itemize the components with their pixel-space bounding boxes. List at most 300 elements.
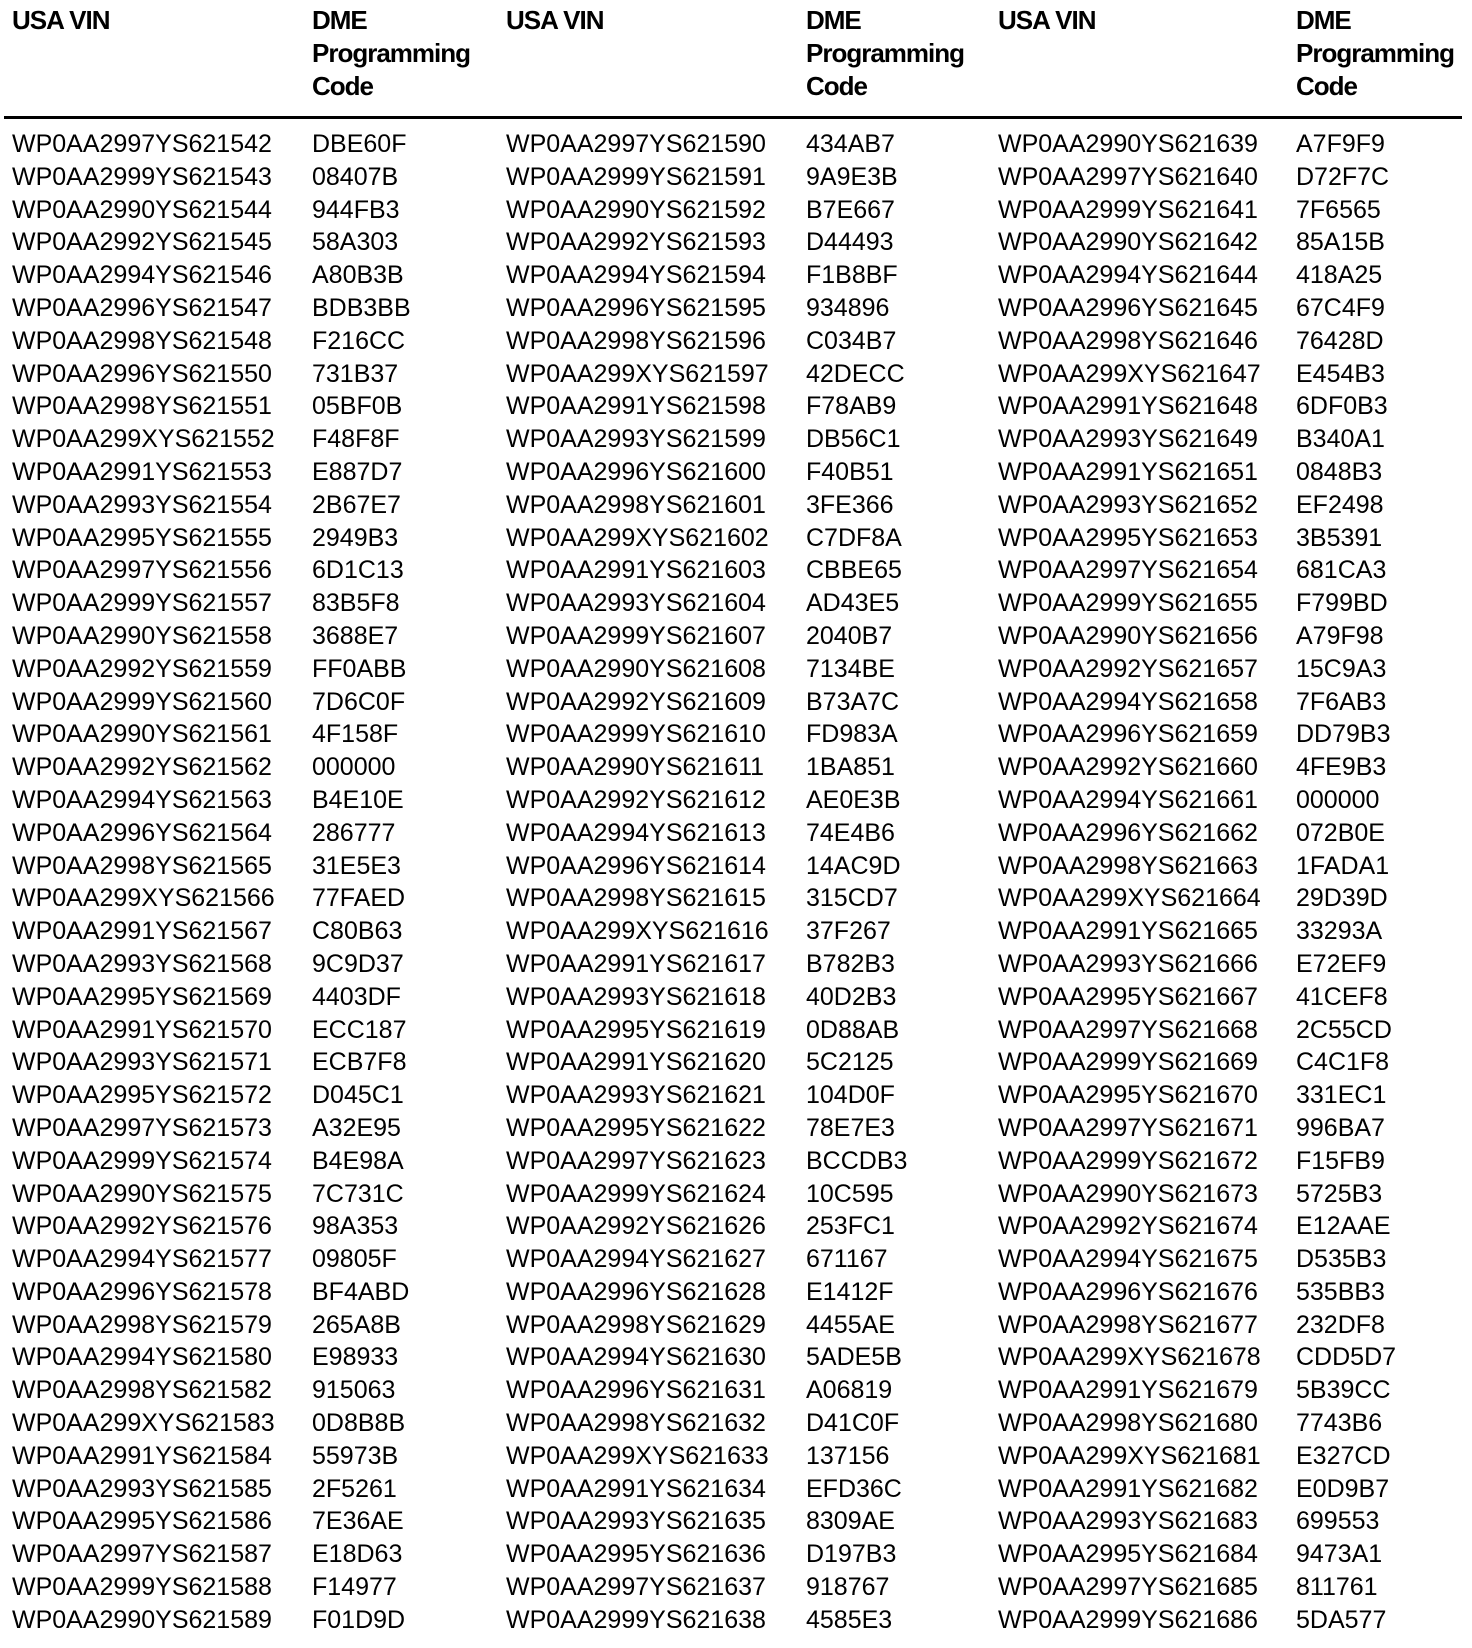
dme-code-cell: DB56C1 bbox=[806, 425, 901, 454]
usa-vin-cell: WP0AA2992YS621562 bbox=[12, 753, 272, 782]
usa-vin-cell: WP0AA2996YS621628 bbox=[506, 1277, 766, 1306]
dme-code-cell: 5B39CC bbox=[1296, 1376, 1391, 1405]
dme-code-cell: B782B3 bbox=[806, 949, 895, 978]
dme-code-cell: 40D2B3 bbox=[806, 982, 897, 1011]
usa-vin-cell: WP0AA2998YS621551 bbox=[12, 392, 272, 421]
usa-vin-cell: WP0AA2990YS621656 bbox=[998, 621, 1258, 650]
dme-code-cell: 5C2125 bbox=[806, 1048, 894, 1077]
table-row bbox=[0, 358, 1472, 391]
usa-vin-cell: WP0AA2998YS621615 bbox=[506, 884, 766, 913]
dme-code-cell: E12AAE bbox=[1296, 1212, 1391, 1241]
dme-code-cell: A06819 bbox=[806, 1376, 893, 1405]
dme-code-cell: B4E98A bbox=[312, 1146, 404, 1175]
usa-vin-cell: WP0AA2996YS621595 bbox=[506, 293, 766, 322]
usa-vin-cell: WP0AA2995YS621653 bbox=[998, 523, 1258, 552]
table-row bbox=[0, 292, 1472, 325]
usa-vin-cell: WP0AA2994YS621563 bbox=[12, 785, 272, 814]
dme-code-cell: 1FADA1 bbox=[1296, 851, 1390, 880]
usa-vin-cell: WP0AA2999YS621543 bbox=[12, 162, 272, 191]
usa-vin-cell: WP0AA2995YS621636 bbox=[506, 1540, 766, 1569]
dme-code-cell: 0D88AB bbox=[806, 1015, 900, 1044]
usa-vin-cell: WP0AA2992YS621612 bbox=[506, 785, 766, 814]
dme-code-cell: 83B5F8 bbox=[312, 589, 400, 618]
table-row bbox=[0, 489, 1472, 522]
table-row bbox=[0, 390, 1472, 423]
usa-vin-cell: WP0AA2993YS621652 bbox=[998, 490, 1258, 519]
usa-vin-cell: WP0AA2993YS621621 bbox=[506, 1081, 766, 1110]
table-row bbox=[0, 1210, 1472, 1243]
dme-code-cell: F01D9D bbox=[312, 1605, 406, 1634]
dme-code-cell: 000000 bbox=[312, 753, 396, 782]
table-row bbox=[0, 161, 1472, 194]
usa-vin-cell: WP0AA2996YS621578 bbox=[12, 1277, 272, 1306]
table-row bbox=[0, 882, 1472, 915]
dme-code-cell: 78E7E3 bbox=[806, 1113, 895, 1142]
usa-vin-cell: WP0AA2998YS621565 bbox=[12, 851, 272, 880]
dme-code-cell: 699553 bbox=[1296, 1507, 1380, 1536]
usa-vin-cell: WP0AA299XYS621647 bbox=[998, 359, 1261, 388]
table-row bbox=[0, 423, 1472, 456]
usa-vin-cell: WP0AA2996YS621662 bbox=[998, 818, 1258, 847]
usa-vin-cell: WP0AA2997YS621623 bbox=[506, 1146, 766, 1175]
usa-vin-cell: WP0AA2993YS621604 bbox=[506, 589, 766, 618]
usa-vin-cell: WP0AA2995YS621586 bbox=[12, 1507, 272, 1536]
usa-vin-cell: WP0AA2993YS621683 bbox=[998, 1507, 1258, 1536]
dme-code-cell: 286777 bbox=[312, 818, 396, 847]
usa-vin-cell: WP0AA2991YS621648 bbox=[998, 392, 1258, 421]
dme-code-cell: 418A25 bbox=[1296, 261, 1383, 290]
table-row bbox=[0, 456, 1472, 489]
dme-code-cell: 944FB3 bbox=[312, 195, 400, 224]
usa-vin-cell: WP0AA2995YS621670 bbox=[998, 1081, 1258, 1110]
usa-vin-cell: WP0AA2990YS621558 bbox=[12, 621, 272, 650]
usa-vin-cell: WP0AA2995YS621667 bbox=[998, 982, 1258, 1011]
usa-vin-cell: WP0AA2994YS621594 bbox=[506, 261, 766, 290]
dme-code-cell: 9A9E3B bbox=[806, 162, 898, 191]
usa-vin-cell: WP0AA2991YS621598 bbox=[506, 392, 766, 421]
dme-code-cell: AE0E3B bbox=[806, 785, 901, 814]
dme-code-cell: 37F267 bbox=[806, 917, 891, 946]
dme-code-cell: BDB3BB bbox=[312, 293, 411, 322]
usa-vin-cell: WP0AA2992YS621626 bbox=[506, 1212, 766, 1241]
table-row bbox=[0, 554, 1472, 587]
usa-vin-cell: WP0AA2999YS621610 bbox=[506, 720, 766, 749]
usa-vin-cell: WP0AA2997YS621640 bbox=[998, 162, 1258, 191]
usa-vin-cell: WP0AA2990YS621592 bbox=[506, 195, 766, 224]
table-row bbox=[0, 1178, 1472, 1211]
table-row bbox=[0, 226, 1472, 259]
dme-code-cell: F799BD bbox=[1296, 589, 1388, 618]
table-row bbox=[0, 1374, 1472, 1407]
dme-code-cell: 2B67E7 bbox=[312, 490, 401, 519]
usa-vin-cell: WP0AA2991YS621617 bbox=[506, 949, 766, 978]
dme-code-cell: 4585E3 bbox=[806, 1605, 893, 1634]
usa-vin-cell: WP0AA2991YS621553 bbox=[12, 457, 272, 486]
dme-code-cell: 58A303 bbox=[312, 228, 399, 257]
header-dme-code-2: DME Programming Code bbox=[806, 5, 965, 101]
usa-vin-cell: WP0AA2991YS621567 bbox=[12, 917, 272, 946]
dme-code-cell: F1B8BF bbox=[806, 261, 898, 290]
header-usa-vin-1: USA VIN bbox=[12, 5, 110, 35]
usa-vin-cell: WP0AA2991YS621679 bbox=[998, 1376, 1258, 1405]
dme-code-cell: 7E36AE bbox=[312, 1507, 404, 1536]
table-row bbox=[0, 1276, 1472, 1309]
usa-vin-cell: WP0AA2998YS621646 bbox=[998, 326, 1258, 355]
dme-code-cell: 4F158F bbox=[312, 720, 399, 749]
dme-code-cell: 315CD7 bbox=[806, 884, 898, 913]
table-row bbox=[0, 128, 1472, 161]
dme-code-cell: 7743B6 bbox=[1296, 1409, 1383, 1438]
table-row bbox=[0, 915, 1472, 948]
usa-vin-cell: WP0AA2994YS621644 bbox=[998, 261, 1258, 290]
usa-vin-cell: WP0AA2993YS621585 bbox=[12, 1474, 272, 1503]
dme-code-cell: C80B63 bbox=[312, 917, 403, 946]
usa-vin-cell: WP0AA2997YS621587 bbox=[12, 1540, 272, 1569]
usa-vin-cell: WP0AA2995YS621555 bbox=[12, 523, 272, 552]
table-row bbox=[0, 620, 1472, 653]
dme-code-cell: 42DECC bbox=[806, 359, 905, 388]
table-row bbox=[0, 784, 1472, 817]
dme-code-cell: E72EF9 bbox=[1296, 949, 1387, 978]
table-row bbox=[0, 1407, 1472, 1440]
table-header bbox=[0, 4, 1472, 114]
dme-code-cell: 918767 bbox=[806, 1573, 890, 1602]
dme-code-cell: 232DF8 bbox=[1296, 1310, 1385, 1339]
usa-vin-cell: WP0AA2999YS621669 bbox=[998, 1048, 1258, 1077]
dme-code-cell: 08407B bbox=[312, 162, 399, 191]
usa-vin-cell: WP0AA2993YS621554 bbox=[12, 490, 272, 519]
dme-code-cell: 41CEF8 bbox=[1296, 982, 1388, 1011]
usa-vin-cell: WP0AA2995YS621619 bbox=[506, 1015, 766, 1044]
dme-code-cell: 55973B bbox=[312, 1441, 399, 1470]
dme-code-cell: EF2498 bbox=[1296, 490, 1384, 519]
usa-vin-cell: WP0AA2993YS621568 bbox=[12, 949, 272, 978]
usa-vin-cell: WP0AA2998YS621579 bbox=[12, 1310, 272, 1339]
table-row bbox=[0, 751, 1472, 784]
dme-code-cell: 76428D bbox=[1296, 326, 1384, 355]
usa-vin-cell: WP0AA2994YS621546 bbox=[12, 261, 272, 290]
dme-code-cell: ECB7F8 bbox=[312, 1048, 407, 1077]
dme-code-cell: B4E10E bbox=[312, 785, 404, 814]
dme-code-cell: 7F6565 bbox=[1296, 195, 1381, 224]
dme-code-cell: 3688E7 bbox=[312, 621, 399, 650]
usa-vin-cell: WP0AA299XYS621602 bbox=[506, 523, 769, 552]
dme-code-cell: 671167 bbox=[806, 1245, 888, 1274]
dme-code-cell: D197B3 bbox=[806, 1540, 897, 1569]
usa-vin-cell: WP0AA2993YS621649 bbox=[998, 425, 1258, 454]
usa-vin-cell: WP0AA2999YS621607 bbox=[506, 621, 766, 650]
usa-vin-cell: WP0AA2998YS621596 bbox=[506, 326, 766, 355]
dme-code-cell: E454B3 bbox=[1296, 359, 1385, 388]
dme-code-cell: 5725B3 bbox=[1296, 1179, 1383, 1208]
usa-vin-cell: WP0AA2992YS621593 bbox=[506, 228, 766, 257]
dme-code-cell: 3FE366 bbox=[806, 490, 894, 519]
header-dme-code-1: DME Programming Code bbox=[312, 5, 471, 101]
dme-code-cell: D045C1 bbox=[312, 1081, 404, 1110]
table-row bbox=[0, 948, 1472, 981]
dme-code-cell: B73A7C bbox=[806, 687, 900, 716]
dme-code-cell: 31E5E3 bbox=[312, 851, 401, 880]
usa-vin-cell: WP0AA2993YS621571 bbox=[12, 1048, 272, 1077]
usa-vin-cell: WP0AA2999YS621588 bbox=[12, 1573, 272, 1602]
usa-vin-cell: WP0AA2991YS621651 bbox=[998, 457, 1258, 486]
table-row bbox=[0, 1505, 1472, 1538]
dme-code-cell: E887D7 bbox=[312, 457, 403, 486]
table-row bbox=[0, 522, 1472, 555]
dme-code-cell: 33293A bbox=[1296, 917, 1383, 946]
dme-code-cell: D41C0F bbox=[806, 1409, 900, 1438]
dme-code-cell: 996BA7 bbox=[1296, 1113, 1385, 1142]
dme-code-cell: 811761 bbox=[1296, 1573, 1378, 1602]
usa-vin-cell: WP0AA2994YS621661 bbox=[998, 785, 1258, 814]
usa-vin-cell: WP0AA2998YS621548 bbox=[12, 326, 272, 355]
header-divider bbox=[4, 116, 1462, 119]
table-row bbox=[0, 718, 1472, 751]
table-row bbox=[0, 1440, 1472, 1473]
dme-code-cell: DBE60F bbox=[312, 130, 407, 158]
usa-vin-cell: WP0AA2990YS621589 bbox=[12, 1605, 272, 1634]
usa-vin-cell: WP0AA2991YS621620 bbox=[506, 1048, 766, 1077]
usa-vin-cell: WP0AA2997YS621668 bbox=[998, 1015, 1258, 1044]
usa-vin-cell: WP0AA2997YS621654 bbox=[998, 556, 1258, 585]
table-row bbox=[0, 686, 1472, 719]
usa-vin-cell: WP0AA2990YS621639 bbox=[998, 130, 1258, 158]
dme-code-cell: F48F8F bbox=[312, 425, 400, 454]
dme-code-cell: 2949B3 bbox=[312, 523, 399, 552]
dme-code-cell: AD43E5 bbox=[806, 589, 900, 618]
table-row bbox=[0, 587, 1472, 620]
usa-vin-cell: WP0AA2990YS621673 bbox=[998, 1179, 1258, 1208]
dme-code-cell: 5DA577 bbox=[1296, 1605, 1387, 1634]
dme-code-cell: 2F5261 bbox=[312, 1474, 397, 1503]
usa-vin-cell: WP0AA2992YS621559 bbox=[12, 654, 272, 683]
table-row bbox=[0, 1341, 1472, 1374]
usa-vin-cell: WP0AA2994YS621675 bbox=[998, 1245, 1258, 1274]
usa-vin-cell: WP0AA2994YS621658 bbox=[998, 687, 1258, 716]
dme-code-cell: EFD36C bbox=[806, 1474, 902, 1503]
usa-vin-cell: WP0AA2994YS621580 bbox=[12, 1343, 272, 1372]
dme-code-cell: 67C4F9 bbox=[1296, 293, 1385, 322]
dme-code-cell: 535BB3 bbox=[1296, 1277, 1385, 1306]
usa-vin-cell: WP0AA2997YS621573 bbox=[12, 1113, 272, 1142]
dme-code-cell: 7D6C0F bbox=[312, 687, 406, 716]
usa-vin-cell: WP0AA2997YS621556 bbox=[12, 556, 272, 585]
header-usa-vin-3: USA VIN bbox=[998, 5, 1096, 35]
table-row bbox=[0, 850, 1472, 883]
dme-code-cell: B7E667 bbox=[806, 195, 895, 224]
usa-vin-cell: WP0AA2994YS621627 bbox=[506, 1245, 766, 1274]
table-row bbox=[0, 1473, 1472, 1506]
usa-vin-cell: WP0AA299XYS621664 bbox=[998, 884, 1261, 913]
table-row bbox=[0, 325, 1472, 358]
usa-vin-cell: WP0AA2996YS621659 bbox=[998, 720, 1258, 749]
usa-vin-cell: WP0AA2990YS621608 bbox=[506, 654, 766, 683]
table-row bbox=[0, 817, 1472, 850]
table-row bbox=[0, 1079, 1472, 1112]
dme-code-cell: FF0ABB bbox=[312, 654, 407, 683]
dme-code-cell: F15FB9 bbox=[1296, 1146, 1385, 1175]
dme-code-cell: E327CD bbox=[1296, 1441, 1391, 1470]
usa-vin-cell: WP0AA2991YS621584 bbox=[12, 1441, 272, 1470]
usa-vin-cell: WP0AA2999YS621557 bbox=[12, 589, 272, 618]
dme-code-cell: CBBE65 bbox=[806, 556, 902, 585]
usa-vin-cell: WP0AA2991YS621665 bbox=[998, 917, 1258, 946]
dme-code-cell: 4FE9B3 bbox=[1296, 753, 1387, 782]
usa-vin-cell: WP0AA299XYS621583 bbox=[12, 1409, 275, 1438]
usa-vin-cell: WP0AA2994YS621577 bbox=[12, 1245, 272, 1274]
usa-vin-cell: WP0AA2999YS621560 bbox=[12, 687, 272, 716]
usa-vin-cell: WP0AA299XYS621633 bbox=[506, 1441, 769, 1470]
dme-code-cell: B340A1 bbox=[1296, 425, 1385, 454]
dme-code-cell: 09805F bbox=[312, 1245, 397, 1274]
dme-code-cell: A80B3B bbox=[312, 261, 404, 290]
dme-code-cell: 6D1C13 bbox=[312, 556, 404, 585]
usa-vin-cell: WP0AA2998YS621680 bbox=[998, 1409, 1258, 1438]
dme-code-cell: 7F6AB3 bbox=[1296, 687, 1387, 716]
table-row bbox=[0, 981, 1472, 1014]
table-row bbox=[0, 1538, 1472, 1571]
dme-code-cell: BCCDB3 bbox=[806, 1146, 908, 1175]
table-row bbox=[0, 1145, 1472, 1178]
dme-code-cell: A79F98 bbox=[1296, 621, 1384, 650]
usa-vin-cell: WP0AA2993YS621599 bbox=[506, 425, 766, 454]
dme-code-cell: F216CC bbox=[312, 326, 406, 355]
usa-vin-cell: WP0AA2997YS621542 bbox=[12, 130, 272, 158]
dme-code-cell: 137156 bbox=[806, 1441, 890, 1470]
usa-vin-cell: WP0AA2996YS621676 bbox=[998, 1277, 1258, 1306]
dme-code-cell: 0848B3 bbox=[1296, 457, 1383, 486]
dme-code-cell: E1412F bbox=[806, 1277, 894, 1306]
dme-code-cell: 7C731C bbox=[312, 1179, 404, 1208]
usa-vin-cell: WP0AA2990YS621561 bbox=[12, 720, 272, 749]
usa-vin-cell: WP0AA2990YS621642 bbox=[998, 228, 1258, 257]
usa-vin-cell: WP0AA2999YS621686 bbox=[998, 1605, 1258, 1634]
usa-vin-cell: WP0AA299XYS621678 bbox=[998, 1343, 1261, 1372]
usa-vin-cell: WP0AA2995YS621572 bbox=[12, 1081, 272, 1110]
dme-code-cell: 5ADE5B bbox=[806, 1343, 902, 1372]
table-row bbox=[0, 1243, 1472, 1276]
dme-code-cell: 731B37 bbox=[312, 359, 399, 388]
usa-vin-cell: WP0AA2998YS621629 bbox=[506, 1310, 766, 1339]
table-row bbox=[0, 1604, 1472, 1637]
usa-vin-cell: WP0AA2991YS621603 bbox=[506, 556, 766, 585]
table-row bbox=[0, 1112, 1472, 1145]
usa-vin-cell: WP0AA2997YS621637 bbox=[506, 1573, 766, 1602]
usa-vin-cell: WP0AA2999YS621591 bbox=[506, 162, 766, 191]
usa-vin-cell: WP0AA299XYS621616 bbox=[506, 917, 769, 946]
usa-vin-cell: WP0AA2996YS621564 bbox=[12, 818, 272, 847]
usa-vin-cell: WP0AA2992YS621545 bbox=[12, 228, 272, 257]
dme-code-cell: C034B7 bbox=[806, 326, 897, 355]
usa-vin-cell: WP0AA2998YS621582 bbox=[12, 1376, 272, 1405]
usa-vin-cell: WP0AA2999YS621655 bbox=[998, 589, 1258, 618]
usa-vin-cell: WP0AA2995YS621622 bbox=[506, 1113, 766, 1142]
dme-code-cell: 000000 bbox=[1296, 785, 1380, 814]
table-row bbox=[0, 259, 1472, 292]
dme-code-cell: 915063 bbox=[312, 1376, 396, 1405]
usa-vin-cell: WP0AA2999YS621624 bbox=[506, 1179, 766, 1208]
dme-code-cell: FD983A bbox=[806, 720, 898, 749]
usa-vin-cell: WP0AA2996YS621614 bbox=[506, 851, 766, 880]
usa-vin-cell: WP0AA2998YS621677 bbox=[998, 1310, 1258, 1339]
dme-code-cell: 434AB7 bbox=[806, 130, 895, 158]
dme-code-cell: D72F7C bbox=[1296, 162, 1390, 191]
header-dme-code-3: DME Programming Code bbox=[1296, 5, 1455, 101]
dme-code-cell: A7F9F9 bbox=[1296, 130, 1385, 158]
usa-vin-cell: WP0AA299XYS621552 bbox=[12, 425, 275, 454]
dme-code-cell: 29D39D bbox=[1296, 884, 1388, 913]
dme-code-cell: 9473A1 bbox=[1296, 1540, 1383, 1569]
usa-vin-cell: WP0AA2999YS621638 bbox=[506, 1605, 766, 1634]
dme-code-cell: 98A353 bbox=[312, 1212, 399, 1241]
dme-code-cell: 77FAED bbox=[312, 884, 406, 913]
dme-code-cell: F14977 bbox=[312, 1573, 397, 1602]
usa-vin-cell: WP0AA2993YS621666 bbox=[998, 949, 1258, 978]
dme-code-cell: 4455AE bbox=[806, 1310, 895, 1339]
table-row bbox=[0, 1571, 1472, 1604]
dme-code-cell: E18D63 bbox=[312, 1540, 403, 1569]
dme-code-cell: 3B5391 bbox=[1296, 523, 1383, 552]
usa-vin-cell: WP0AA2998YS621632 bbox=[506, 1409, 766, 1438]
usa-vin-cell: WP0AA2994YS621630 bbox=[506, 1343, 766, 1372]
dme-code-cell: 265A8B bbox=[312, 1310, 401, 1339]
dme-code-cell: C4C1F8 bbox=[1296, 1048, 1390, 1077]
dme-code-cell: 0D8B8B bbox=[312, 1409, 406, 1438]
dme-code-cell: A32E95 bbox=[312, 1113, 401, 1142]
usa-vin-cell: WP0AA2991YS621634 bbox=[506, 1474, 766, 1503]
table-row bbox=[0, 194, 1472, 227]
dme-code-cell: 10C595 bbox=[806, 1179, 894, 1208]
usa-vin-cell: WP0AA2992YS621576 bbox=[12, 1212, 272, 1241]
dme-code-cell: E0D9B7 bbox=[1296, 1474, 1390, 1503]
usa-vin-cell: WP0AA2990YS621611 bbox=[506, 753, 765, 782]
dme-code-cell: 2040B7 bbox=[806, 621, 893, 650]
dme-code-cell: 8309AE bbox=[806, 1507, 895, 1536]
usa-vin-cell: WP0AA2996YS621550 bbox=[12, 359, 272, 388]
dme-code-cell: C7DF8A bbox=[806, 523, 902, 552]
usa-vin-cell: WP0AA2993YS621618 bbox=[506, 982, 766, 1011]
usa-vin-cell: WP0AA2999YS621672 bbox=[998, 1146, 1258, 1175]
usa-vin-cell: WP0AA2995YS621569 bbox=[12, 982, 272, 1011]
dme-code-cell: DD79B3 bbox=[1296, 720, 1391, 749]
header-usa-vin-2: USA VIN bbox=[506, 5, 604, 35]
usa-vin-cell: WP0AA2997YS621671 bbox=[998, 1113, 1258, 1142]
table-row bbox=[0, 1014, 1472, 1047]
usa-vin-cell: WP0AA2991YS621682 bbox=[998, 1474, 1258, 1503]
dme-code-cell: 1BA851 bbox=[806, 753, 895, 782]
usa-vin-cell: WP0AA2990YS621575 bbox=[12, 1179, 272, 1208]
table-row bbox=[0, 1309, 1472, 1342]
dme-code-cell: 104D0F bbox=[806, 1081, 895, 1110]
usa-vin-cell: WP0AA2994YS621613 bbox=[506, 818, 766, 847]
usa-vin-cell: WP0AA2999YS621574 bbox=[12, 1146, 272, 1175]
dme-code-cell: 072B0E bbox=[1296, 818, 1385, 847]
dme-code-cell: F40B51 bbox=[806, 457, 894, 486]
dme-code-cell: D535B3 bbox=[1296, 1245, 1387, 1274]
table-row bbox=[0, 1046, 1472, 1079]
dme-code-cell: 05BF0B bbox=[312, 392, 403, 421]
usa-vin-cell: WP0AA2990YS621544 bbox=[12, 195, 272, 224]
usa-vin-cell: WP0AA299XYS621566 bbox=[12, 884, 275, 913]
usa-vin-cell: WP0AA2992YS621674 bbox=[998, 1212, 1258, 1241]
dme-code-cell: 4403DF bbox=[312, 982, 401, 1011]
dme-code-cell: F78AB9 bbox=[806, 392, 897, 421]
usa-vin-cell: WP0AA2995YS621684 bbox=[998, 1540, 1258, 1569]
dme-code-cell: 331EC1 bbox=[1296, 1081, 1387, 1110]
dme-code-cell: 85A15B bbox=[1296, 228, 1385, 257]
dme-code-cell: 9C9D37 bbox=[312, 949, 404, 978]
dme-code-cell: BF4ABD bbox=[312, 1277, 410, 1306]
